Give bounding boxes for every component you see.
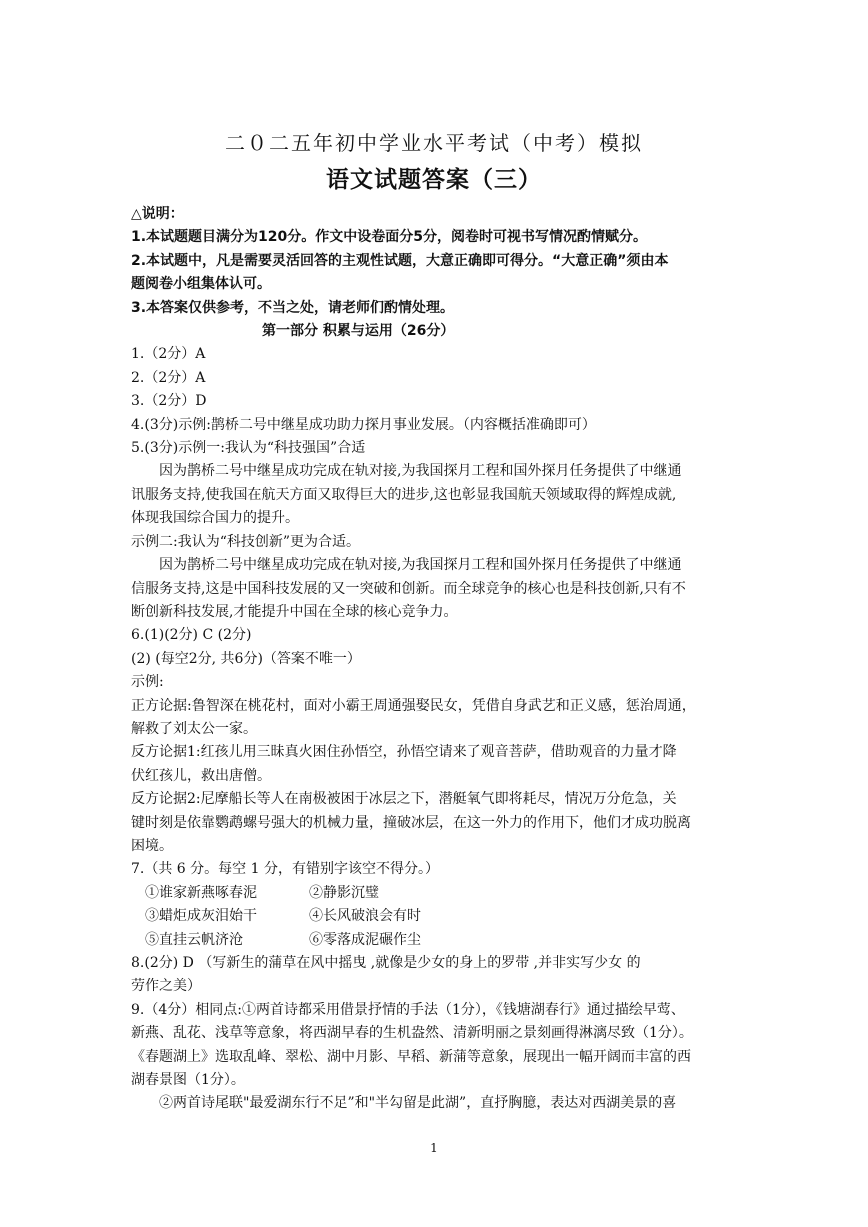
answer-q5-text: 讯服务支持,使我国在航天方面又取得巨大的进步,这也彰显我国航天领域取得的辉煌成就, (131, 486, 677, 503)
answer-q6-text: 键时刻是依靠鹦鹉螺号强大的机械力量，撞破冰层，在这一外力的作用下，他们才成功脱离 (131, 814, 691, 831)
poem-blank: ⑥零落成泥碾作尘 (309, 931, 421, 948)
note-item: 3.本答案仅供参考，不当之处，请老师们酌情处理。 (131, 299, 455, 316)
answer-q3: 3.（2分）D (131, 393, 207, 410)
answer-q6-text: 困境。 (131, 837, 173, 854)
answer-q9: ②两首诗尾联"最爱湖东行不足”和"半勾留是此湖”，直抒胸臆，表达对西湖美景的喜 (159, 1095, 677, 1112)
poem-blank: ⑤直挂云帆济沧 (145, 931, 243, 948)
exam-title: 二０二五年初中学业水平考试（中考）模拟 (225, 131, 643, 155)
answer-q8: 8.(2分) D （写新生的蒲草在风中摇曳 ,就像是少女的身上的罗带 ,并非实写少女 的 (131, 955, 641, 971)
notes-heading: △说明： (131, 206, 184, 222)
poem-blank: ①谁家新燕啄春泥 (145, 884, 257, 901)
poem-row (131, 905, 741, 928)
answer-q6-text: 反方论据1:红孩儿用三昧真火困住孙悟空，孙悟空请来了观音菩萨，借助观音的力量才降 (131, 744, 677, 761)
poem-blank: ④长风破浪会有时 (309, 908, 421, 925)
answer-content (131, 203, 741, 1116)
poem-blank: ②静影沉璧 (309, 884, 379, 901)
answer-q8: 劳作之美） (131, 978, 201, 995)
note-item: 2.本试题中，凡是需要灵活回答的主观性试题，大意正确即可得分。“大意正确”须由本 (131, 252, 669, 269)
answer-q5-text: 断创新科技发展,才能提升中国在全球的核心竞争力。 (131, 603, 458, 620)
answer-q5-text: 因为鹊桥二号中继星成功完成在轨对接,为我国探月工程和国外探月任务提供了中继通 (159, 463, 682, 480)
answer-q9: 湖春景图（1分）。 (131, 1072, 245, 1089)
answer-q5-text: 体现我国综合国力的提升。 (131, 510, 299, 527)
answer-q4: 4.(3分)示例:鹊桥二号中继星成功助力探月事业发展。（内容概括准确即可） (131, 416, 596, 433)
answer-q6-text: 解救了刘太公一家。 (131, 720, 257, 737)
answer-q6-example: 示例: (131, 674, 164, 691)
poem-row (131, 882, 741, 905)
note-item: 题阅卷小组集体认可。 (131, 276, 271, 293)
answer-q7: 7.（共 6 分。每空 1 分，有错别字该空不得分。） (131, 861, 439, 878)
note-item: 1.本试题题目满分为120分。作文中设卷面分5分，阅卷时可视书写情况酌情赋分。 (131, 229, 648, 246)
poem-blank: ③蜡炬成灰泪始干 (145, 908, 257, 925)
answer-q6-text: 正方论据:鲁智深在桃花村，面对小霸王周通强娶民女，凭借自身武艺和正义感，惩治周通， (131, 697, 696, 714)
answer-q5: 5.(3分)示例一:我认为“科技强国”合适 (131, 440, 366, 457)
answer-q5-example2: 示例二:我认为“科技创新”更为合适。 (131, 533, 361, 550)
answer-key-title: 语文试题答案（三） (326, 166, 542, 193)
answer-q9: 新燕、乱花、浅草等意象，将西湖早春的生机盎然、清新明丽之景刻画得淋漓尽致（1分）。 (131, 1025, 693, 1042)
answer-q5-text: 信服务支持,这是中国科技发展的又一突破和创新。而全球竞争的核心也是科技创新,只有不 (131, 580, 686, 597)
answer-q9: 《春题湖上》选取乱峰、翠松、湖中月影、早稻、新蒲等意象，展现出一幅开阔而丰富的西 (131, 1048, 691, 1065)
answer-q6-text: 反方论据2:尼摩船长等人在南极被困于冰层之下，潜艇氧气即将耗尽，情况万分危急，关 (131, 791, 677, 808)
answer-q5-text: 因为鹊桥二号中继星成功完成在轨对接,为我国探月工程和国外探月任务提供了中继通 (159, 557, 682, 574)
answer-q6-1: 6.(1)(2分) C (2分) (131, 627, 252, 644)
page-number: 1 (430, 1141, 438, 1155)
answer-q6-2: (2) (每空2分, 共6分)（答案不唯一） (131, 650, 361, 667)
answer-q6-text: 伏红孩儿，救出唐僧。 (131, 767, 271, 784)
section-title: 第一部分 积累与运用（26分） (262, 323, 455, 340)
answer-q9: 9.（4分）相同点:①两首诗都采用借景抒情的手法（1分），《钱塘湖春行》通过描绘早莺、 (131, 1001, 685, 1018)
poem-row (131, 929, 741, 952)
answer-q2: 2.（2分）A (131, 369, 206, 386)
answer-q1: 1.（2分）A (131, 346, 206, 363)
